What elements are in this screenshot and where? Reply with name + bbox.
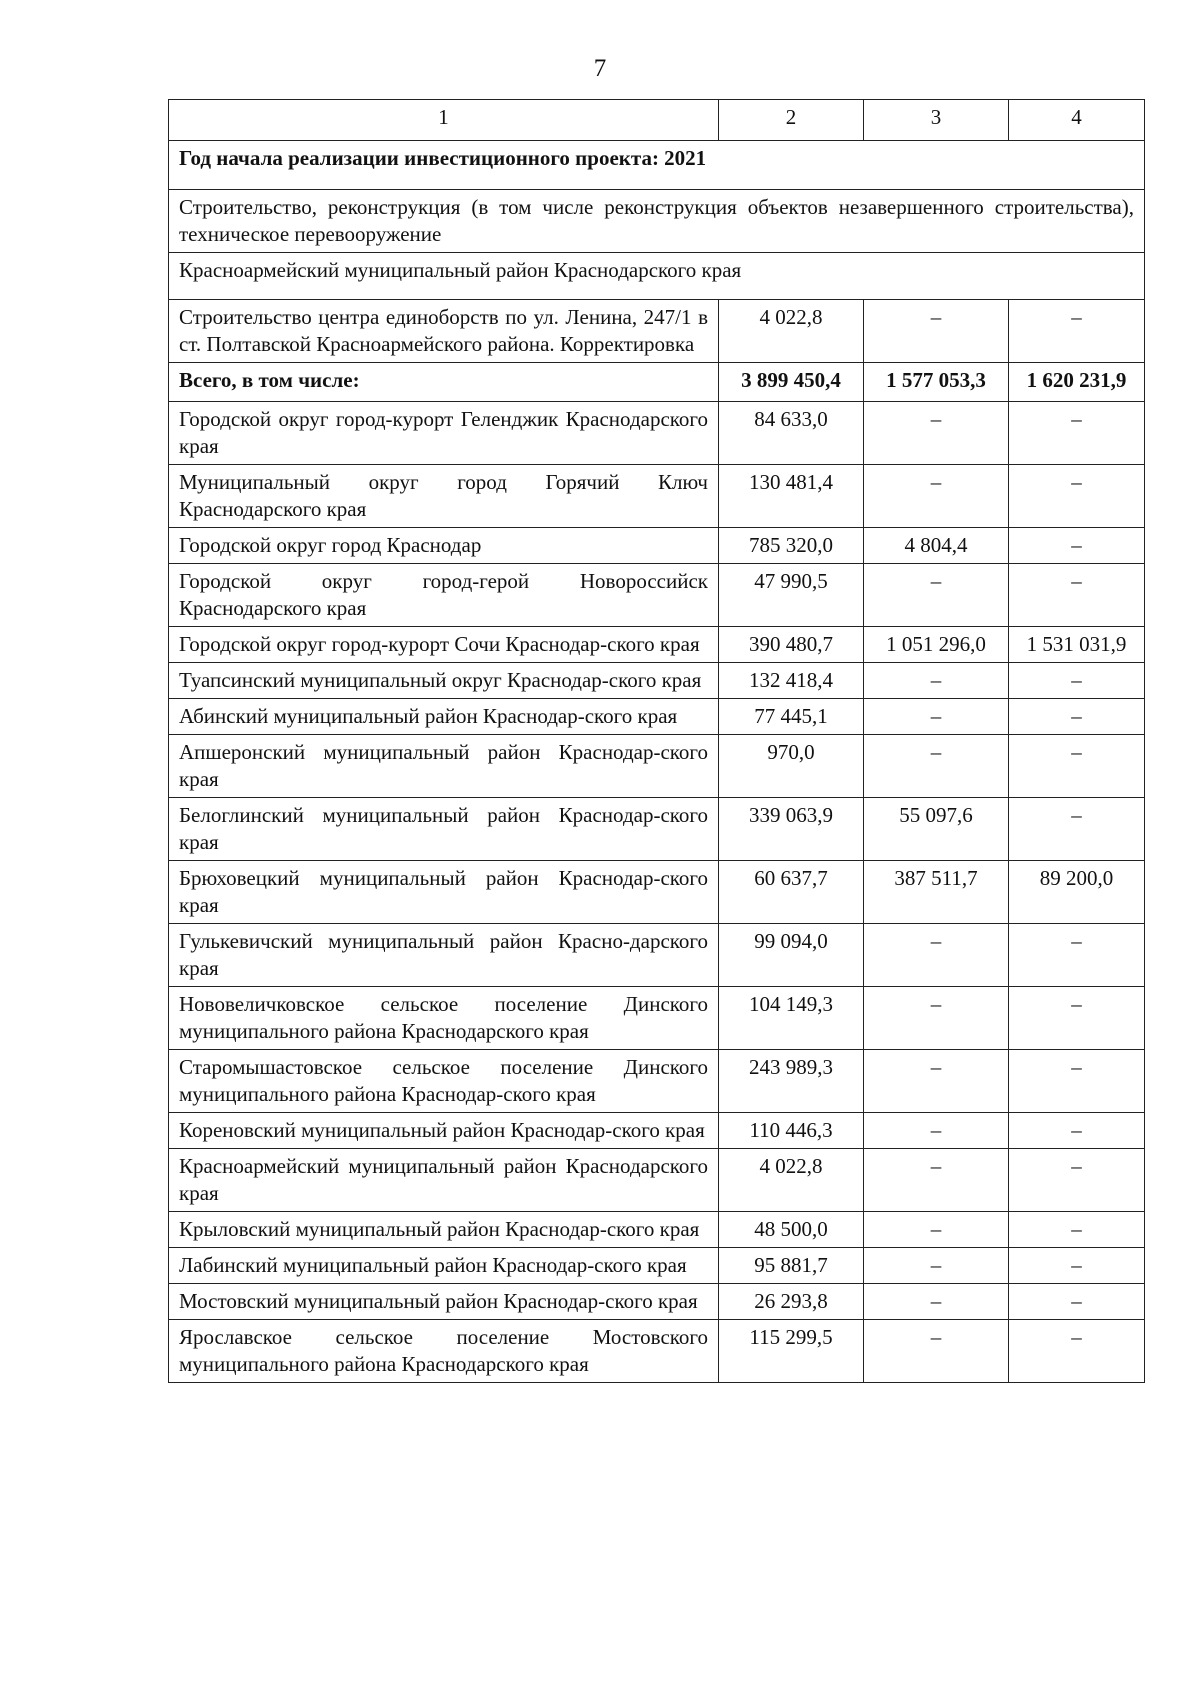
row-value-col3: –: [864, 735, 1009, 798]
row-name: Городской округ город-курорт Геленджик Краснодарского края: [169, 402, 719, 465]
row-name: Апшеронский муниципальный район Краснодар-ского края: [169, 735, 719, 798]
row-value-col3: –: [864, 699, 1009, 735]
column-header-4: 4: [1009, 100, 1145, 141]
table-row: [169, 1284, 1145, 1320]
row-value-col3: 387 511,7: [864, 861, 1009, 924]
row-value-col3: 55 097,6: [864, 798, 1009, 861]
row-name: Гулькевичский муниципальный район Красно-дарского края: [169, 924, 719, 987]
row-name: Старомышастовское сельское поселение Динского муниципального района Краснодар-ского края: [169, 1050, 719, 1113]
table-row: [169, 528, 1145, 564]
total-value-col4: 1 620 231,9: [1009, 363, 1145, 402]
table-row: [169, 1113, 1145, 1149]
row-value-col4: –: [1009, 1212, 1145, 1248]
row-value-col3: –: [864, 924, 1009, 987]
row-value-col3: –: [864, 1284, 1009, 1320]
row-value-col2: 99 094,0: [719, 924, 864, 987]
row-name: Туапсинский муниципальный округ Краснодар-ского края: [169, 663, 719, 699]
row-value-col2: 77 445,1: [719, 699, 864, 735]
row-value-col3: –: [864, 465, 1009, 528]
row-value-col2: 339 063,9: [719, 798, 864, 861]
row-name: Белоглинский муниципальный район Краснодар-ского края: [169, 798, 719, 861]
row-value-col4: –: [1009, 1113, 1145, 1149]
section-area-row: [169, 253, 1145, 300]
row-name: Брюховецкий муниципальный район Краснодар-ского края: [169, 861, 719, 924]
row-value-col3: –: [864, 987, 1009, 1050]
table-row: [169, 1149, 1145, 1212]
section-type-row: [169, 190, 1145, 253]
row-value-col4: 1 531 031,9: [1009, 627, 1145, 663]
table-row: [169, 564, 1145, 627]
table-row: [169, 1050, 1145, 1113]
row-value-col3: –: [864, 663, 1009, 699]
total-value-col2: 3 899 450,4: [719, 363, 864, 402]
row-value-col4: –: [1009, 564, 1145, 627]
row-name: Нововеличковское сельское поселение Динского муниципального района Краснодарского края: [169, 987, 719, 1050]
row-name: Абинский муниципальный район Краснодар-ского края: [169, 699, 719, 735]
section-year-row: [169, 141, 1145, 190]
row-name: Лабинский муниципальный район Краснодар-ского края: [169, 1248, 719, 1284]
row-value-col3: 1 051 296,0: [864, 627, 1009, 663]
column-header-3: 3: [864, 100, 1009, 141]
row-value-col3: –: [864, 1113, 1009, 1149]
column-header-2: 2: [719, 100, 864, 141]
row-value-col2: 95 881,7: [719, 1248, 864, 1284]
table-row: [169, 735, 1145, 798]
row-value-col2: 115 299,5: [719, 1320, 864, 1383]
table-row: [169, 627, 1145, 663]
section-year-title: Год начала реализации инвестиционного проекта: 2021: [169, 141, 1145, 190]
row-value-col2: 132 418,4: [719, 663, 864, 699]
row-value-col3: –: [864, 1320, 1009, 1383]
project-value-col3: –: [864, 300, 1009, 363]
row-value-col3: –: [864, 402, 1009, 465]
project-row: [169, 300, 1145, 363]
table-row: [169, 1212, 1145, 1248]
row-value-col4: –: [1009, 735, 1145, 798]
project-name: Строительство центра единоборств по ул. Ленина, 247/1 в ст. Полтавской Красноармейского района. Корректировка: [169, 300, 719, 363]
row-name: Городской округ город-курорт Сочи Краснодар-ского края: [169, 627, 719, 663]
row-value-col4: –: [1009, 663, 1145, 699]
row-value-col4: –: [1009, 1320, 1145, 1383]
row-value-col4: –: [1009, 465, 1145, 528]
table-row: [169, 699, 1145, 735]
total-label: Всего, в том числе:: [169, 363, 719, 402]
row-value-col2: 243 989,3: [719, 1050, 864, 1113]
table-row: [169, 663, 1145, 699]
row-value-col4: –: [1009, 699, 1145, 735]
row-value-col3: 4 804,4: [864, 528, 1009, 564]
row-value-col4: –: [1009, 1248, 1145, 1284]
row-value-col4: –: [1009, 1284, 1145, 1320]
total-value-col3: 1 577 053,3: [864, 363, 1009, 402]
row-name: Мостовский муниципальный район Краснодар-ского края: [169, 1284, 719, 1320]
row-value-col2: 4 022,8: [719, 1149, 864, 1212]
row-value-col4: –: [1009, 1050, 1145, 1113]
row-value-col2: 130 481,4: [719, 465, 864, 528]
investment-table: [168, 99, 1145, 1383]
row-value-col2: 104 149,3: [719, 987, 864, 1050]
table-row: [169, 402, 1145, 465]
project-value-col2: 4 022,8: [719, 300, 864, 363]
row-value-col4: –: [1009, 924, 1145, 987]
row-value-col2: 110 446,3: [719, 1113, 864, 1149]
row-name: Городской округ город Краснодар: [169, 528, 719, 564]
row-value-col2: 48 500,0: [719, 1212, 864, 1248]
row-name: Крыловский муниципальный район Краснодар-ского края: [169, 1212, 719, 1248]
row-value-col3: –: [864, 1050, 1009, 1113]
row-value-col3: –: [864, 1149, 1009, 1212]
page-number: 7: [593, 55, 607, 82]
row-name: Муниципальный округ город Горячий Ключ Краснодарского края: [169, 465, 719, 528]
row-value-col4: –: [1009, 402, 1145, 465]
row-value-col4: –: [1009, 987, 1145, 1050]
total-row: [169, 363, 1145, 402]
column-header-1: 1: [169, 100, 719, 141]
project-value-col4: –: [1009, 300, 1145, 363]
row-value-col2: 47 990,5: [719, 564, 864, 627]
row-value-col2: 970,0: [719, 735, 864, 798]
table-row: [169, 465, 1145, 528]
section-area-title: Красноармейский муниципальный район Краснодарского края: [169, 253, 1145, 300]
table-row: [169, 1320, 1145, 1383]
row-value-col2: 26 293,8: [719, 1284, 864, 1320]
row-value-col2: 785 320,0: [719, 528, 864, 564]
row-name: Ярославское сельское поселение Мостовского муниципального района Краснодарского края: [169, 1320, 719, 1383]
row-value-col3: –: [864, 1212, 1009, 1248]
table-row: [169, 798, 1145, 861]
row-value-col3: –: [864, 1248, 1009, 1284]
row-name: Кореновский муниципальный район Краснодар-ского края: [169, 1113, 719, 1149]
section-type-title: Строительство, реконструкция (в том числе реконструкция объектов незавершенного строительства), техническое перевооружение: [169, 190, 1145, 253]
row-value-col4: –: [1009, 798, 1145, 861]
row-name: Городской округ город-герой Новороссийск Краснодарского края: [169, 564, 719, 627]
table-row: [169, 1248, 1145, 1284]
row-value-col2: 390 480,7: [719, 627, 864, 663]
row-value-col2: 84 633,0: [719, 402, 864, 465]
row-name: Красноармейский муниципальный район Краснодарского края: [169, 1149, 719, 1212]
row-value-col3: –: [864, 564, 1009, 627]
table-header-row: [169, 100, 1145, 141]
row-value-col2: 60 637,7: [719, 861, 864, 924]
row-value-col4: 89 200,0: [1009, 861, 1145, 924]
row-value-col4: –: [1009, 1149, 1145, 1212]
table-row: [169, 924, 1145, 987]
row-value-col4: –: [1009, 528, 1145, 564]
table-row: [169, 987, 1145, 1050]
table-row: [169, 861, 1145, 924]
